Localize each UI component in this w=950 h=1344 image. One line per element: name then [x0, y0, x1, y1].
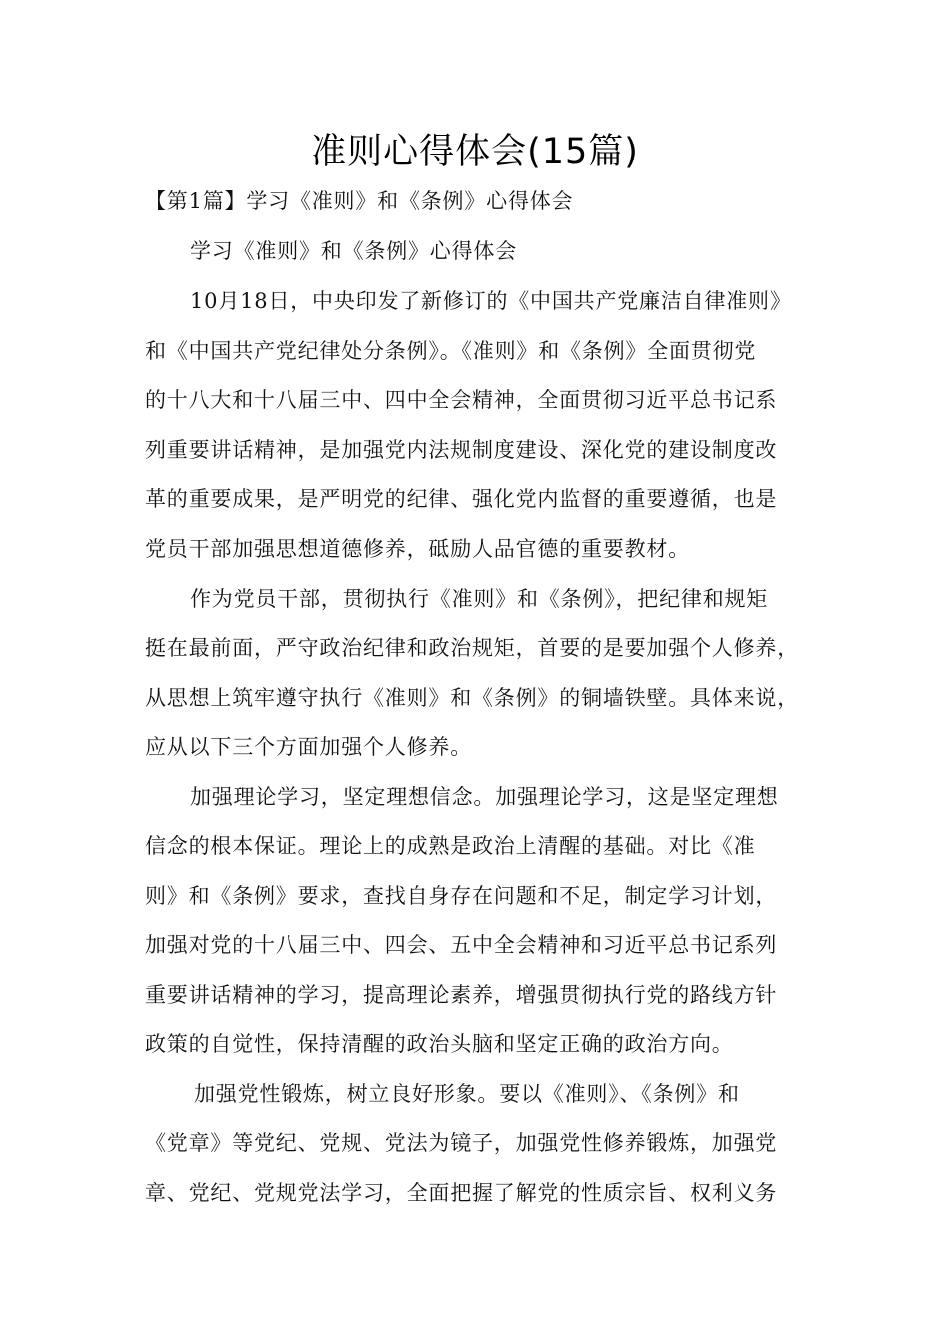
- paragraph-line: 信念的根本保证。理论上的成熟是政治上清醒的基础。对比《准: [145, 834, 756, 858]
- paragraph-line: 章、党纪、党规党法学习，全面把握了解党的性质宗旨、权利义务: [145, 1181, 778, 1205]
- paragraph-line: 挺在最前面，严守政治纪律和政治规矩，首要的是要加强个人修养，: [145, 636, 799, 660]
- paragraph-line: 作为党员干部，贯彻执行《准则》和《条例》，把纪律和规矩: [190, 587, 769, 611]
- paragraph-line: 《党章》等党纪、党规、党法为镜子，加强党性修养锻炼，加强党: [145, 1131, 778, 1155]
- paragraph-line: 加强党性锻炼，树立良好形象。要以《准则》、《条例》和: [194, 1082, 740, 1106]
- paragraph-line: 和《中国共产党纪律处分条例》。《准则》和《条例》全面贯彻党: [145, 339, 757, 363]
- paragraph-line: 10月18日，中央印发了新修订的《中国共产党廉洁自律准则》: [190, 289, 792, 313]
- document-title: 准则心得体会(15篇): [311, 132, 639, 172]
- paragraph-line: 的十八大和十八届三中、四中全会精神，全面贯彻习近平总书记系: [145, 388, 778, 412]
- paragraph-line: 革的重要成果，是严明党的纪律、强化党内监督的重要遵循，也是: [145, 487, 778, 511]
- paragraph-line: 加强对党的十八届三中、四会、五中全会精神和习近平总书记系列: [145, 933, 778, 957]
- paragraph-line: 党员干部加强思想道德修养，砥励人品官德的重要教材。: [145, 537, 690, 561]
- paragraph-line: 政策的自觉性，保持清醒的政治头脑和坚定正确的政治方向。: [145, 1032, 734, 1056]
- paragraph-line: 应从以下三个方面加强个人修养。: [145, 735, 472, 759]
- paragraph-line: 加强理论学习，坚定理想信念。加强理论学习，这是坚定理想: [190, 785, 779, 809]
- paragraph-line: 列重要讲话精神，是加强党内法规制度建设、深化党的建设制度改: [145, 438, 778, 462]
- subtitle: 学习《准则》和《条例》心得体会: [190, 239, 517, 263]
- paragraph-line: 重要讲话精神的学习，提高理论素养，增强贯彻执行党的路线方针: [145, 983, 778, 1007]
- paragraph-line: 从思想上筑牢遵守执行《准则》和《条例》的铜墙铁壁。具体来说，: [145, 686, 799, 710]
- paragraph-line: 则》和《条例》要求，查找自身存在问题和不足，制定学习计划，: [145, 884, 778, 908]
- section-heading: 【第1篇】学习《准则》和《条例》心得体会: [145, 189, 574, 213]
